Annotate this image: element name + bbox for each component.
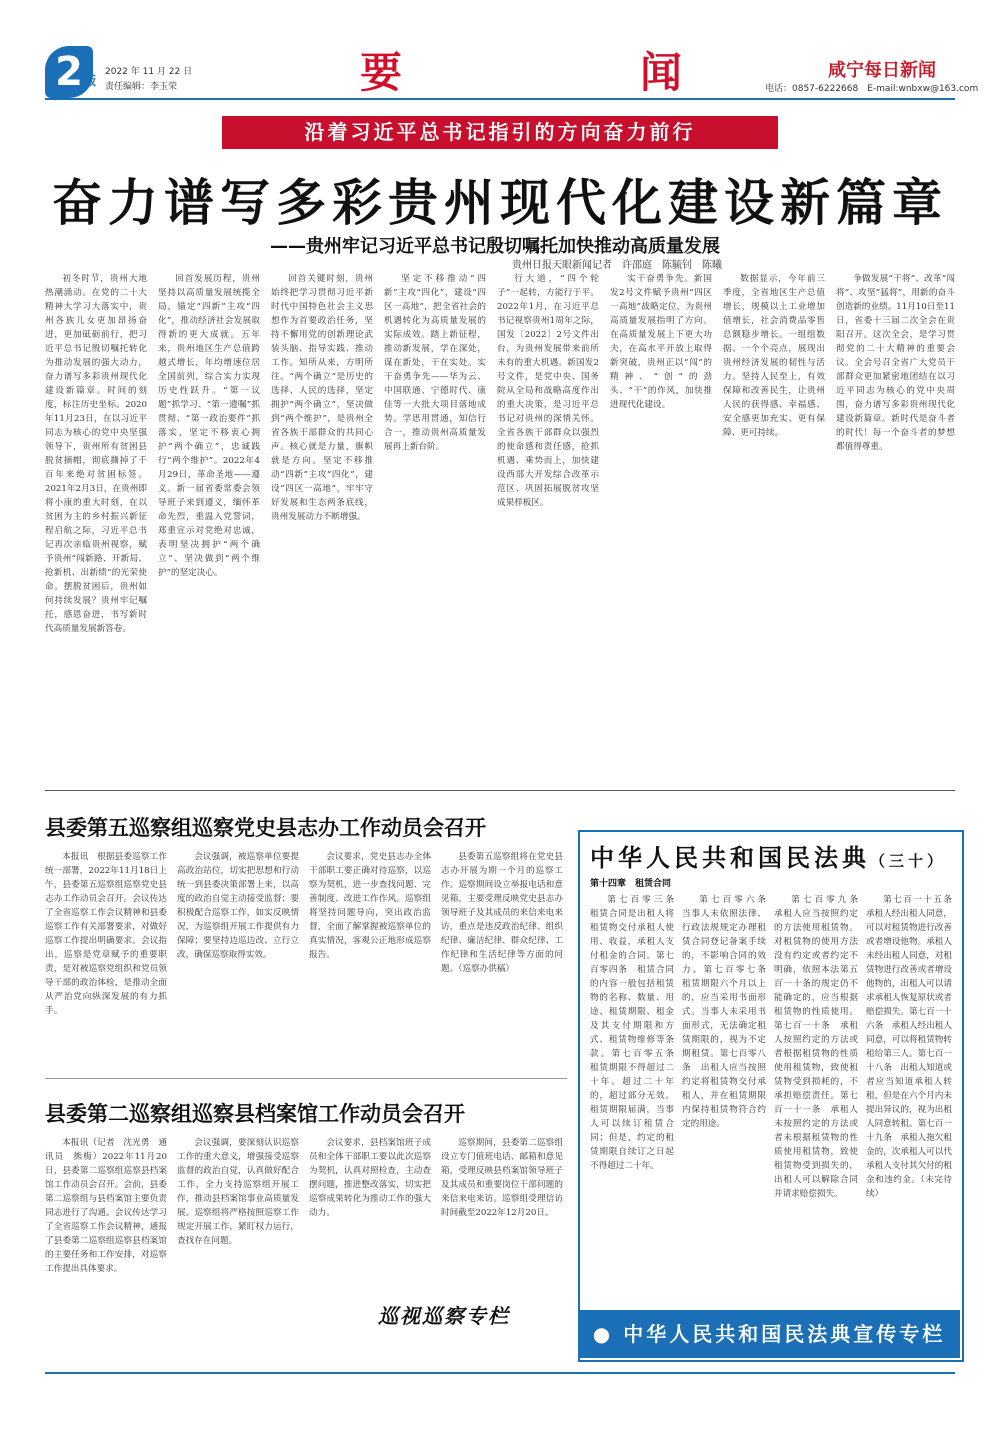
article1-column [441, 850, 563, 1068]
civil-code-paragraph: 第七百零九条 承租人应当按照约定的方法使用租赁物。对租赁物的使用方法没有约定或者约定不明确，依照本法第五百一十条的规定仍不能确定的，应当根据租赁物的性质使用。第七百一十条 承租人按照约定的方法或者根据租赁物的性质使用租赁物，致使租赁物受到损耗的，不承担赔偿责任。第七百一十一条 承租人未按照约定的方法或者未根据租赁物的性质使用租赁物，致使租赁物受到损失的，出租人可以解除合同并请求赔偿损失。 [774, 895, 867, 1199]
article1-paragraph: 县委第五巡察组将在党史县志办开展为期一个月的巡察工作。巡察期间设立举报电话和意见箱，主要受理反映党史县志办领导班子及其成员的来信来电来访，重点是违反政治纪律、组织纪律、廉洁纪律、群众纪律、工作纪律和生活纪律等方面的问题。（巡察办供稿） [441, 852, 563, 974]
lead-paragraph: 数据显示，今年前三季度，全省地区生产总值增长，规模以上工业增加值增长，社会消费品零售总额稳步增长。一组组数据、一个个亮点，展现出贵州经济发展的韧性与活力。坚持人民至上，有效保障和改善民生，让贵州人民的获得感、幸福感、安全感更加充实、更有保障、更可持续。 [723, 274, 825, 438]
civil-code-paragraph: 第七百零六条 当事人未依照法律、行政法规规定办理租赁合同登记备案手续的，不影响合同的效力。第七百零七条 租赁期限六个月以上的，应当采用书面形式。当事人未采用书面形式，无法确定租赁期限的，视为不定期租赁。第七百零八条 出租人应当按照约定将租赁物交付承租人，并在租赁期限内保持租赁物符合约定的用途。 [682, 895, 775, 1129]
lead-banner: 沿着习近平总书记指引的方向奋力前行 [222, 116, 778, 149]
lead-paragraph: 行大道，“四个轮子”一起转，方能行于平。2022年1月，在习近平总书记视察贵州1周年之际，国发〔2022〕2号文件出台，为贵州发展带来前所未有的重大机遇。新国发2号文件，是党中央、国务院从全局和战略高度作出的重大决策，是习近平总书记对贵州的深情关怀。全省各族干部群众以强烈的使命感和责任感，抢抓机遇、乘势而上，加快建设西部大开发综合改革示范区、巩固拓展脱贫攻坚成果样板区。 [497, 274, 599, 508]
article2-paragraph: 巡察期间，县委第二巡察组设立专门值班电话、邮箱和意见箱，受理反映县档案馆领导班子及其成员和重要岗位干部问题的来信来电来访。巡察组受理信访时间截至2022年12月20日。 [441, 1138, 563, 1218]
paper-name: 咸宁每日新闻 [828, 60, 936, 81]
article2-paragraph: 会议要求，县档案馆班子成员和全体干部职工要以此次巡察为契机，认真对照检查，主动查摆问题，推进整改落实，切实把巡察成果转化为推动工作的强大动力。 [309, 1138, 431, 1218]
page-number: 2 [45, 46, 93, 98]
article2-paragraph: 本报讯（记者 沈光勇 通讯员 熊梅）2022年11月20日，县委第二巡察组巡察县档案馆工作动员会召开。会前，县委第二巡察组与县档案馆主要负责同志进行了沟通。会议传达学习了全省巡察工作会议精神，通报了县委第二巡察组巡察县档案馆的主要任务和工作安排，对巡察工作提出具体要求。 [45, 1138, 167, 1274]
civil-code-column [774, 893, 867, 1303]
section-divider [45, 790, 955, 791]
lead-column [497, 272, 599, 776]
lead-paragraph: 争做发展“干将”、改革“闯将”、攻坚“猛将”，用新的奋斗创造新的业绩。11月10日至11日，省委十三届二次全会在贵阳召开。这次全会，是学习贯彻党的二十大精神的重要会议。全会号召全省广大党员干部群众更加紧密地团结在以习近平同志为核心的党中央周围，奋力谱写多彩贵州现代化建设新篇章。新时代是奋斗者的时代！每一个奋斗者的梦想都值得尊重。 [836, 274, 955, 452]
article2-column [309, 1136, 431, 1296]
lead-paragraph: 回首关键时刻，贵州始终把学习贯彻习近平新时代中国特色社会主义思想作为首要政治任务，坚持不懈用党的创新理论武装头脑、指导实践、推动工作。知所从来，方明所往。“两个确立”是历史的选择、人民的选择，坚定拥护“两个确立”，坚决做到“两个维护”，是贵州全省各族干部群众的共同心声。核心就是力量，旗帜就是方向。坚定不移推动“四新”主攻“四化”，建设“四区一高地”，牢牢守好发展和生态两条底线，贵州发展动力不断增强。 [271, 274, 373, 522]
lead-paragraph: 实干奋勇争先。新国发2号文件赋予贵州“四区一高地”战略定位，为贵州高质量发展指明了方向。在高质量发展上下更大功夫，在高水平开放上取得新突破，贵州正以“闯”的精神、“创”的劲头、“干”的作风，加快推进现代化建设。 [610, 274, 712, 410]
article2-paragraph: 会议强调，要深刻认识巡察工作的重大意义，增强接受巡察监督的政治自觉，认真做好配合工作，全力支持巡察组开展工作，推动县档案馆事业高质量发展。巡察组将严格按照巡察工作规定开展工作，紧盯权力运行，查找存在问题。 [177, 1138, 299, 1246]
lead-paragraph: 回首发展历程，贵州坚持以高质量发展统揽全局，锚定“四新”主攻“四化”，推动经济社会发展取得新的更大成就。五年来，贵州地区生产总值跨越式增长，年均增速位居全国前列，综合实力实现历史性跃升。“第一议题”抓学习、“第一遗嘱”抓贯彻、“第一政治要件”抓落实，坚定不移衷心拥护“两个确立”，忠诚践行“两个维护”。2022年4月29日，革命圣地——遵义。新一届省委常委会领导班子来到遵义，缅怀革命先烈，重温入党誓词，郑重宣示对党绝对忠诚，表明坚决拥护“两个确立”、坚决做到“两个维护”的坚定决心。 [158, 274, 260, 578]
civil-code-paragraph: 第七百零三条 租赁合同是出租人将租赁物交付承租人使用、收益，承租人支付租金的合同。第七百零四条 租赁合同的内容一般包括租赁物的名称、数量、用途、租赁期限、租金及其支付期限和方式、租赁物维修等条款。第七百零五条 租赁期限不得超过二十年。超过二十年的，超过部分无效。租赁期限届满，当事人可以续订租赁合同；但是，约定的租赁期限自续订之日起不得超过二十年。 [590, 895, 683, 1171]
lead-column [610, 272, 712, 776]
article1-paragraph: 会议要求，党史县志办全体干部职工要正确对待巡察，以巡察为契机，进一步查找问题、完善制度、改进工作作风。巡察组将坚持问题导向，突出政治监督，全面了解掌握被巡察单位的真实情况，客观公正地形成巡察报告。 [309, 852, 431, 960]
article1-title: 县委第五巡察组巡察党史县志办工作动员会召开 [45, 816, 486, 840]
article-divider [45, 1078, 567, 1079]
civil-code-column [866, 893, 961, 1303]
article2-column [177, 1136, 299, 1358]
article1-paragraph: 会议强调，被巡察单位要提高政治站位，切实把思想和行动统一到县委决策部署上来，以高度的政治自觉主动接受监督；要积极配合巡察工作，如实反映情况，为巡察组开展工作提供有力保障；要坚持边巡边改、立行立改，确保巡察取得实效。 [177, 852, 299, 960]
civil-code-paragraph: 第七百一十五条 承租人经出租人同意，可以对租赁物进行改善或者增设他物。承租人未经出租人同意，对租赁物进行改善或者增设他物的，出租人可以请求承租人恢复原状或者赔偿损失。第七百一十六条 承租人经出租人同意，可以将租赁物转租给第三人。第七百一十八条 出租人知道或者应当知道承租人转租，但是在六个月内未提出异议的，视为出租人同意转租。第七百一十九条 承租人拖欠租金的，次承租人可以代承租人支付其欠付的租金和违约金。（未完待续） [866, 895, 961, 1199]
article1-paragraph: 本报讯 根据县委巡察工作统一部署，2022年11月18日上午，县委第五巡察组巡察党史县志办工作动员会召开。会议传达了全省巡察工作会议精神和县委巡察工作有关部署要求，对做好巡察工作提出明确要求。会议指出，巡察是党章赋予的重要职责，是对被巡察党组织和党员领导干部的政治体检，是推动全面从严治党向纵深发展的有力抓手。 [45, 852, 167, 1016]
editor-credit: 责任编辑：李玉荣 [105, 82, 178, 92]
article1-column [309, 850, 431, 1068]
footer-rule [45, 1372, 955, 1374]
lead-headline: 奋力谱写多彩贵州现代化建设新篇章 [52, 174, 948, 232]
civil-code-chapter: 第十四章 租赁合同 [590, 879, 672, 889]
lead-column [384, 272, 486, 776]
article1-column [45, 850, 167, 1068]
section-char-2: 闻 [639, 48, 690, 97]
article1-column [177, 850, 299, 1068]
civil-code-title [590, 838, 946, 873]
lead-column [723, 272, 825, 776]
lead-column [158, 272, 260, 776]
issue-date: 2022 年 11 月 22 日 [105, 67, 193, 77]
lead-byline: 贵州日报天眼新闻记者 许邵庭 陈毓钊 陈曦 [512, 260, 722, 271]
civil-code-banner: ● 中华人民共和国民法典宣传专栏 [578, 1310, 960, 1358]
lead-column [836, 272, 955, 776]
lead-column [45, 272, 147, 776]
section-char-1: 要 [360, 48, 411, 97]
lead-paragraph: 初冬时节，贵州大地热潮涌动。在党的二十大精神大学习大落实中，贵州各族儿女更加昂扬奋进，更加砥砺前行，把习近平总书记殷切嘱托转化为推动发展的强大动力，奋力谱写多彩贵州现代化建设新篇章。时间的刻度，标注历史坐标。2020年11月23日，在以习近平同志为核心的党中央坚强领导下，贵州所有贫困县脱贫摘帽，彻底撕掉了千百年来绝对贫困标签。2021年2月3日，在贵州即将小康的重大时刻，在以贫困为主的乡村振兴新征程启航之际，习近平总书记再次亲临贵州视察，赋予贵州“闯新路、开新局、抢新机、出新绩”的光荣使命。摆脱贫困后，贵州如何持续发展？贵州牢记嘱托，感恩奋进，书写新时代高质量发展新答卷。 [45, 274, 147, 634]
page-suffix: 版 [84, 74, 97, 88]
article2-column [441, 1136, 563, 1296]
lead-subhead: ——贵州牢记习近平总书记殷切嘱托加快推动高质量发展 [270, 236, 720, 257]
article2-title: 县委第二巡察组巡察县档案馆工作动员会召开 [45, 1102, 465, 1126]
contact-info: 电话：0857-6222668 E-mail:wnbxw@163.com [765, 84, 979, 94]
column-label: 巡视巡察专栏 [378, 1304, 510, 1328]
civil-code-name: 中华人民共和国民法典 [590, 844, 870, 872]
header-rule [45, 98, 955, 100]
civil-code-part: （三十） [870, 852, 947, 870]
lead-paragraph: 坚定不移推动“四新”主攻“四化”，建设“四区一高地”，把全省社会的机遇转化为高质量发展的实际成效。踏上新征程，推动新发展，学在深处，谋在新处，干在实处。实干奋勇争先——华为云、中国联通、宁德时代、康佳等一大批大项目落地成势。学思用贯通，知信行合一，推动贵州高质量发展再上新台阶。 [384, 274, 486, 452]
article2-column [45, 1136, 167, 1358]
civil-code-column [682, 893, 775, 1303]
lead-column [271, 272, 373, 776]
civil-code-column [590, 893, 683, 1303]
section-title [360, 40, 690, 100]
